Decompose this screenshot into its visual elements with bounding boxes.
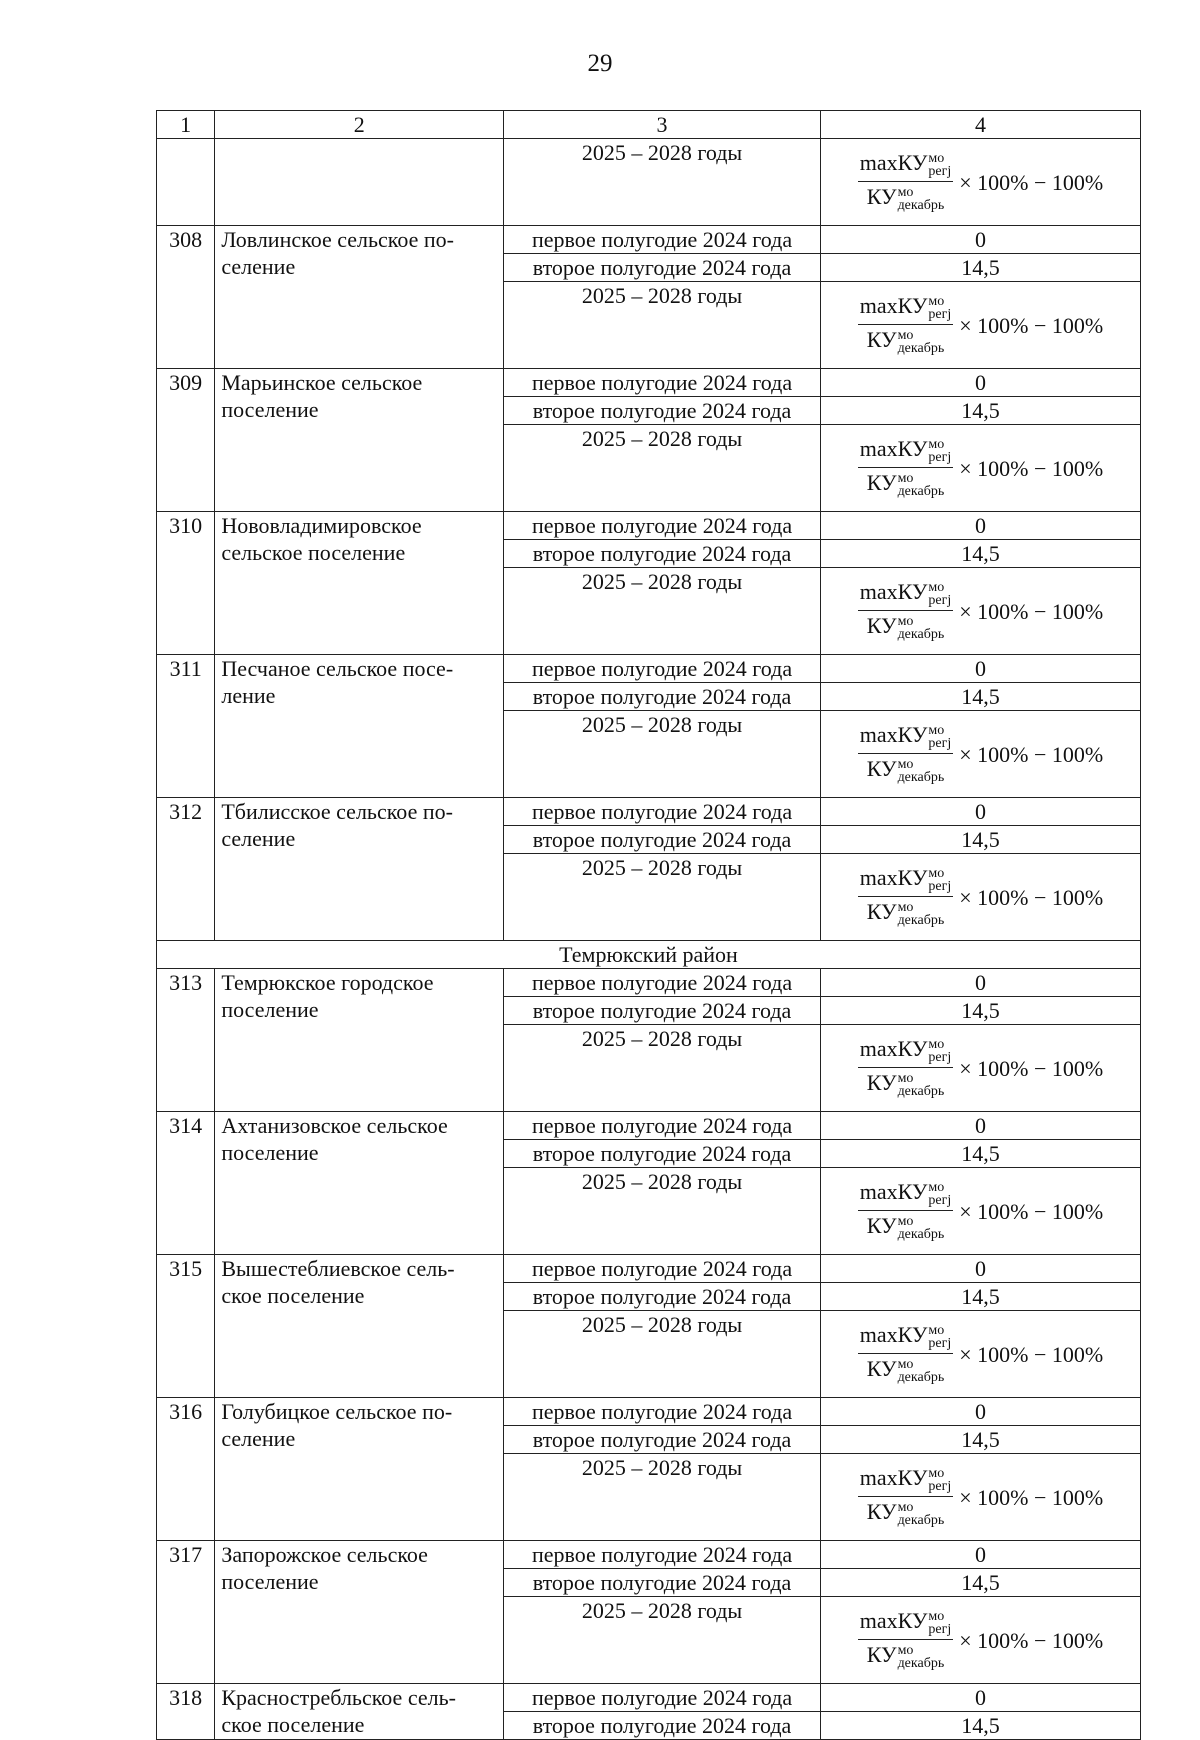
formula-max-ku: maxКУ (859, 150, 928, 175)
formula-denominator (865, 611, 946, 641)
period-second-half: второе полугодие 2024 года (504, 540, 821, 568)
formula-sub-december: декабрь (897, 1513, 945, 1528)
formula-indices (928, 438, 951, 464)
formula-denominator (865, 897, 946, 927)
value-second-half: 14,5 (820, 1426, 1140, 1454)
formula-sub-regj: регj (928, 164, 952, 179)
row-number: 311 (157, 655, 215, 798)
period-second-half: второе полугодие 2024 года (504, 397, 821, 425)
tariff-table (156, 110, 1141, 1740)
district-row (157, 941, 1141, 969)
formula-cell (820, 139, 1140, 226)
formula-max-ku: maxКУ (859, 579, 928, 604)
row-number: 310 (157, 512, 215, 655)
value-first-half: 0 (820, 1684, 1140, 1712)
table-row (157, 1541, 1141, 1569)
formula-max-ku: maxКУ (859, 436, 928, 461)
formula-sup-mo: мо (897, 900, 914, 915)
formula-fraction (858, 152, 954, 212)
formula-sup-mo: мо (928, 1323, 945, 1338)
value-first-half: 0 (820, 226, 1140, 254)
formula-indices (898, 186, 945, 212)
formula-sup-mo: мо (928, 151, 945, 166)
formula-indices (928, 724, 951, 750)
formula-indices (898, 758, 945, 784)
formula-indices (928, 1038, 951, 1064)
formula-numerator (858, 152, 954, 182)
formula-sup-mo: мо (928, 580, 945, 595)
tariff-formula (827, 425, 1134, 511)
value-first-half: 0 (820, 798, 1140, 826)
period-first-half: первое полугодие 2024 года (504, 369, 821, 397)
formula-max-ku: maxКУ (859, 865, 928, 890)
formula-sup-mo: мо (928, 866, 945, 881)
period-second-half: второе полугодие 2024 года (504, 1569, 821, 1597)
tariff-formula (827, 1597, 1134, 1683)
period-second-half: второе полугодие 2024 года (504, 1140, 821, 1168)
formula-indices (928, 581, 951, 607)
formula-tail: × 100% − 100% (959, 1627, 1104, 1653)
period-first-half: первое полугодие 2024 года (504, 1255, 821, 1283)
formula-numerator (858, 438, 954, 468)
formula-indices (898, 1644, 945, 1670)
formula-indices (898, 1072, 945, 1098)
formula-ku: КУ (866, 1356, 897, 1381)
period-years: 2025 – 2028 годы (504, 568, 821, 655)
col-header-3: 3 (504, 111, 821, 139)
row-number: 316 (157, 1398, 215, 1541)
formula-tail: × 100% − 100% (959, 741, 1104, 767)
formula-sup-mo: мо (928, 723, 945, 738)
row-name: Ахтанизовское сельское поселение (215, 1112, 504, 1255)
formula-denominator (865, 1354, 946, 1384)
formula-ku: КУ (866, 1213, 897, 1238)
row-name: Вышестеблиевское сель- ское поселение (215, 1255, 504, 1398)
table-row (157, 369, 1141, 397)
formula-sub-december: декабрь (897, 484, 945, 499)
period-first-half: первое полугодие 2024 года (504, 798, 821, 826)
tariff-formula (827, 854, 1134, 940)
formula-denominator (865, 182, 946, 212)
period-second-half: второе полугодие 2024 года (504, 1283, 821, 1311)
formula-indices (928, 867, 951, 893)
formula-denominator (865, 1068, 946, 1098)
formula-sub-regj: регj (928, 593, 952, 608)
table-row (157, 798, 1141, 826)
value-second-half: 14,5 (820, 683, 1140, 711)
value-first-half: 0 (820, 1541, 1140, 1569)
period-years: 2025 – 2028 годы (504, 139, 821, 226)
formula-ku: КУ (866, 327, 897, 352)
tariff-formula (827, 139, 1134, 225)
value-first-half: 0 (820, 369, 1140, 397)
formula-fraction (858, 295, 954, 355)
row-number (157, 139, 215, 226)
formula-fraction (858, 581, 954, 641)
formula-numerator (858, 1324, 954, 1354)
formula-max-ku: maxКУ (859, 1036, 928, 1061)
continuation-row (157, 139, 1141, 226)
tariff-formula (827, 282, 1134, 368)
row-number: 314 (157, 1112, 215, 1255)
formula-fraction (858, 867, 954, 927)
formula-sub-december: декабрь (897, 770, 945, 785)
period-first-half: первое полугодие 2024 года (504, 226, 821, 254)
formula-ku: КУ (866, 899, 897, 924)
formula-sub-regj: регj (928, 1336, 952, 1351)
row-name: Марьинское сельское поселение (215, 369, 504, 512)
row-name: Голубицкое сельское по- селение (215, 1398, 504, 1541)
formula-fraction (858, 724, 954, 784)
formula-max-ku: maxКУ (859, 1179, 928, 1204)
formula-denominator (865, 754, 946, 784)
formula-sub-regj: регj (928, 879, 952, 894)
period-years: 2025 – 2028 годы (504, 1025, 821, 1112)
formula-sup-mo: мо (897, 1071, 914, 1086)
formula-indices (898, 901, 945, 927)
formula-denominator (865, 1497, 946, 1527)
period-second-half: второе полугодие 2024 года (504, 1712, 821, 1740)
period-first-half: первое полугодие 2024 года (504, 655, 821, 683)
value-first-half: 0 (820, 1112, 1140, 1140)
tariff-formula (827, 1311, 1134, 1397)
value-second-half: 14,5 (820, 1283, 1140, 1311)
formula-max-ku: maxКУ (859, 722, 928, 747)
formula-indices (928, 1181, 951, 1207)
formula-sup-mo: мо (928, 1609, 945, 1624)
period-years: 2025 – 2028 годы (504, 1168, 821, 1255)
formula-ku: КУ (866, 184, 897, 209)
formula-cell (820, 854, 1140, 941)
formula-sup-mo: мо (928, 1037, 945, 1052)
row-name: Нововладимировское сельское поселение (215, 512, 504, 655)
table-row (157, 1112, 1141, 1140)
formula-indices (898, 472, 945, 498)
formula-sup-mo: мо (928, 1466, 945, 1481)
row-number: 313 (157, 969, 215, 1112)
period-first-half: первое полугодие 2024 года (504, 1541, 821, 1569)
value-second-half: 14,5 (820, 254, 1140, 282)
row-number: 309 (157, 369, 215, 512)
col-header-4: 4 (820, 111, 1140, 139)
col-header-2: 2 (215, 111, 504, 139)
tariff-formula (827, 1168, 1134, 1254)
value-second-half: 14,5 (820, 826, 1140, 854)
formula-ku: КУ (866, 470, 897, 495)
formula-sup-mo: мо (897, 1643, 914, 1658)
table-row (157, 226, 1141, 254)
value-first-half: 0 (820, 1255, 1140, 1283)
formula-max-ku: maxКУ (859, 1608, 928, 1633)
formula-fraction (858, 1181, 954, 1241)
formula-sub-december: декабрь (897, 198, 945, 213)
row-number: 315 (157, 1255, 215, 1398)
period-second-half: второе полугодие 2024 года (504, 683, 821, 711)
value-second-half: 14,5 (820, 397, 1140, 425)
formula-numerator (858, 1467, 954, 1497)
formula-denominator (865, 468, 946, 498)
col-header-1: 1 (157, 111, 215, 139)
formula-sub-regj: регj (928, 1622, 952, 1637)
formula-cell (820, 1597, 1140, 1684)
formula-ku: КУ (866, 1070, 897, 1095)
tariff-formula (827, 1025, 1134, 1111)
period-years: 2025 – 2028 годы (504, 282, 821, 369)
formula-cell (820, 711, 1140, 798)
formula-indices (928, 1324, 951, 1350)
formula-indices (928, 295, 951, 321)
formula-tail: × 100% − 100% (959, 884, 1104, 910)
formula-tail: × 100% − 100% (959, 312, 1104, 338)
value-first-half: 0 (820, 512, 1140, 540)
formula-indices (928, 1467, 951, 1493)
formula-tail: × 100% − 100% (959, 455, 1104, 481)
formula-fraction (858, 1324, 954, 1384)
table-row (157, 1255, 1141, 1283)
formula-numerator (858, 295, 954, 325)
row-name: Песчаное сельское посе- ление (215, 655, 504, 798)
formula-sup-mo: мо (928, 1180, 945, 1195)
formula-sub-december: декабрь (897, 341, 945, 356)
period-first-half: первое полугодие 2024 года (504, 512, 821, 540)
table-row (157, 1684, 1141, 1712)
formula-sup-mo: мо (928, 294, 945, 309)
tariff-formula (827, 568, 1134, 654)
value-second-half: 14,5 (820, 540, 1140, 568)
formula-sub-regj: регj (928, 1193, 952, 1208)
formula-cell (820, 1311, 1140, 1398)
formula-sub-regj: регj (928, 736, 952, 751)
formula-max-ku: maxКУ (859, 1322, 928, 1347)
table-row (157, 655, 1141, 683)
formula-sub-regj: регj (928, 1479, 952, 1494)
formula-tail: × 100% − 100% (959, 169, 1104, 195)
row-name (215, 139, 504, 226)
formula-indices (898, 329, 945, 355)
period-second-half: второе полугодие 2024 года (504, 826, 821, 854)
period-years: 2025 – 2028 годы (504, 854, 821, 941)
formula-sup-mo: мо (897, 1214, 914, 1229)
formula-max-ku: maxКУ (859, 293, 928, 318)
formula-sub-december: декабрь (897, 1656, 945, 1671)
formula-sup-mo: мо (897, 614, 914, 629)
formula-sup-mo: мо (897, 1357, 914, 1372)
formula-fraction (858, 1467, 954, 1527)
formula-sub-december: декабрь (897, 1370, 945, 1385)
formula-indices (898, 1501, 945, 1527)
formula-sup-mo: мо (897, 185, 914, 200)
formula-sub-december: декабрь (897, 913, 945, 928)
row-number: 308 (157, 226, 215, 369)
period-years: 2025 – 2028 годы (504, 425, 821, 512)
table-row (157, 1398, 1141, 1426)
value-second-half: 14,5 (820, 1140, 1140, 1168)
tariff-formula (827, 1454, 1134, 1540)
formula-tail: × 100% − 100% (959, 598, 1104, 624)
formula-numerator (858, 867, 954, 897)
row-number: 312 (157, 798, 215, 941)
formula-tail: × 100% − 100% (959, 1484, 1104, 1510)
formula-indices (898, 1215, 945, 1241)
formula-sub-regj: регj (928, 1050, 952, 1065)
period-first-half: первое полугодие 2024 года (504, 1684, 821, 1712)
period-first-half: первое полугодие 2024 года (504, 1112, 821, 1140)
formula-numerator (858, 1610, 954, 1640)
formula-sup-mo: мо (897, 328, 914, 343)
period-years: 2025 – 2028 годы (504, 1454, 821, 1541)
formula-indices (898, 615, 945, 641)
tariff-formula (827, 711, 1134, 797)
table-row (157, 512, 1141, 540)
formula-tail: × 100% − 100% (959, 1055, 1104, 1081)
row-name: Ловлинское сельское по- селение (215, 226, 504, 369)
formula-fraction (858, 438, 954, 498)
formula-sub-december: декабрь (897, 627, 945, 642)
formula-sup-mo: мо (897, 757, 914, 772)
period-second-half: второе полугодие 2024 года (504, 1426, 821, 1454)
table-row (157, 969, 1141, 997)
formula-cell (820, 1168, 1140, 1255)
formula-fraction (858, 1038, 954, 1098)
formula-max-ku: maxКУ (859, 1465, 928, 1490)
formula-numerator (858, 1038, 954, 1068)
value-second-half: 14,5 (820, 997, 1140, 1025)
formula-cell (820, 568, 1140, 655)
formula-sub-december: декабрь (897, 1084, 945, 1099)
formula-ku: КУ (866, 1642, 897, 1667)
row-name: Красностребльское сель- ское поселение (215, 1684, 504, 1740)
formula-sup-mo: мо (897, 471, 914, 486)
formula-indices (928, 152, 951, 178)
formula-indices (928, 1610, 951, 1636)
period-years: 2025 – 2028 годы (504, 1597, 821, 1684)
value-first-half: 0 (820, 969, 1140, 997)
formula-sub-regj: регj (928, 307, 952, 322)
value-second-half: 14,5 (820, 1569, 1140, 1597)
formula-denominator (865, 1211, 946, 1241)
formula-ku: КУ (866, 756, 897, 781)
formula-sup-mo: мо (928, 437, 945, 452)
row-name: Тбилисское сельское по- селение (215, 798, 504, 941)
period-years: 2025 – 2028 годы (504, 711, 821, 798)
formula-ku: КУ (866, 613, 897, 638)
row-name: Темрюкское городское поселение (215, 969, 504, 1112)
period-first-half: первое полугодие 2024 года (504, 1398, 821, 1426)
formula-sub-regj: регj (928, 450, 952, 465)
row-name: Запорожское сельское поселение (215, 1541, 504, 1684)
formula-ku: КУ (866, 1499, 897, 1524)
formula-cell (820, 282, 1140, 369)
formula-indices (898, 1358, 945, 1384)
period-years: 2025 – 2028 годы (504, 1311, 821, 1398)
formula-sup-mo: мо (897, 1500, 914, 1515)
page-number: 29 (587, 50, 613, 77)
formula-denominator (865, 325, 946, 355)
formula-cell (820, 1025, 1140, 1112)
formula-fraction (858, 1610, 954, 1670)
period-second-half: второе полугодие 2024 года (504, 997, 821, 1025)
formula-denominator (865, 1640, 946, 1670)
row-number: 318 (157, 1684, 215, 1740)
value-first-half: 0 (820, 655, 1140, 683)
formula-numerator (858, 1181, 954, 1211)
table-body (157, 111, 1141, 1740)
formula-sub-december: декабрь (897, 1227, 945, 1242)
formula-tail: × 100% − 100% (959, 1198, 1104, 1224)
value-first-half: 0 (820, 1398, 1140, 1426)
formula-cell (820, 425, 1140, 512)
formula-numerator (858, 724, 954, 754)
district-name: Темрюкский район (157, 941, 1141, 969)
period-first-half: первое полугодие 2024 года (504, 969, 821, 997)
formula-tail: × 100% − 100% (959, 1341, 1104, 1367)
formula-cell (820, 1454, 1140, 1541)
period-second-half: второе полугодие 2024 года (504, 254, 821, 282)
value-second-half: 14,5 (820, 1712, 1140, 1740)
header-row (157, 111, 1141, 139)
row-number: 317 (157, 1541, 215, 1684)
formula-numerator (858, 581, 954, 611)
